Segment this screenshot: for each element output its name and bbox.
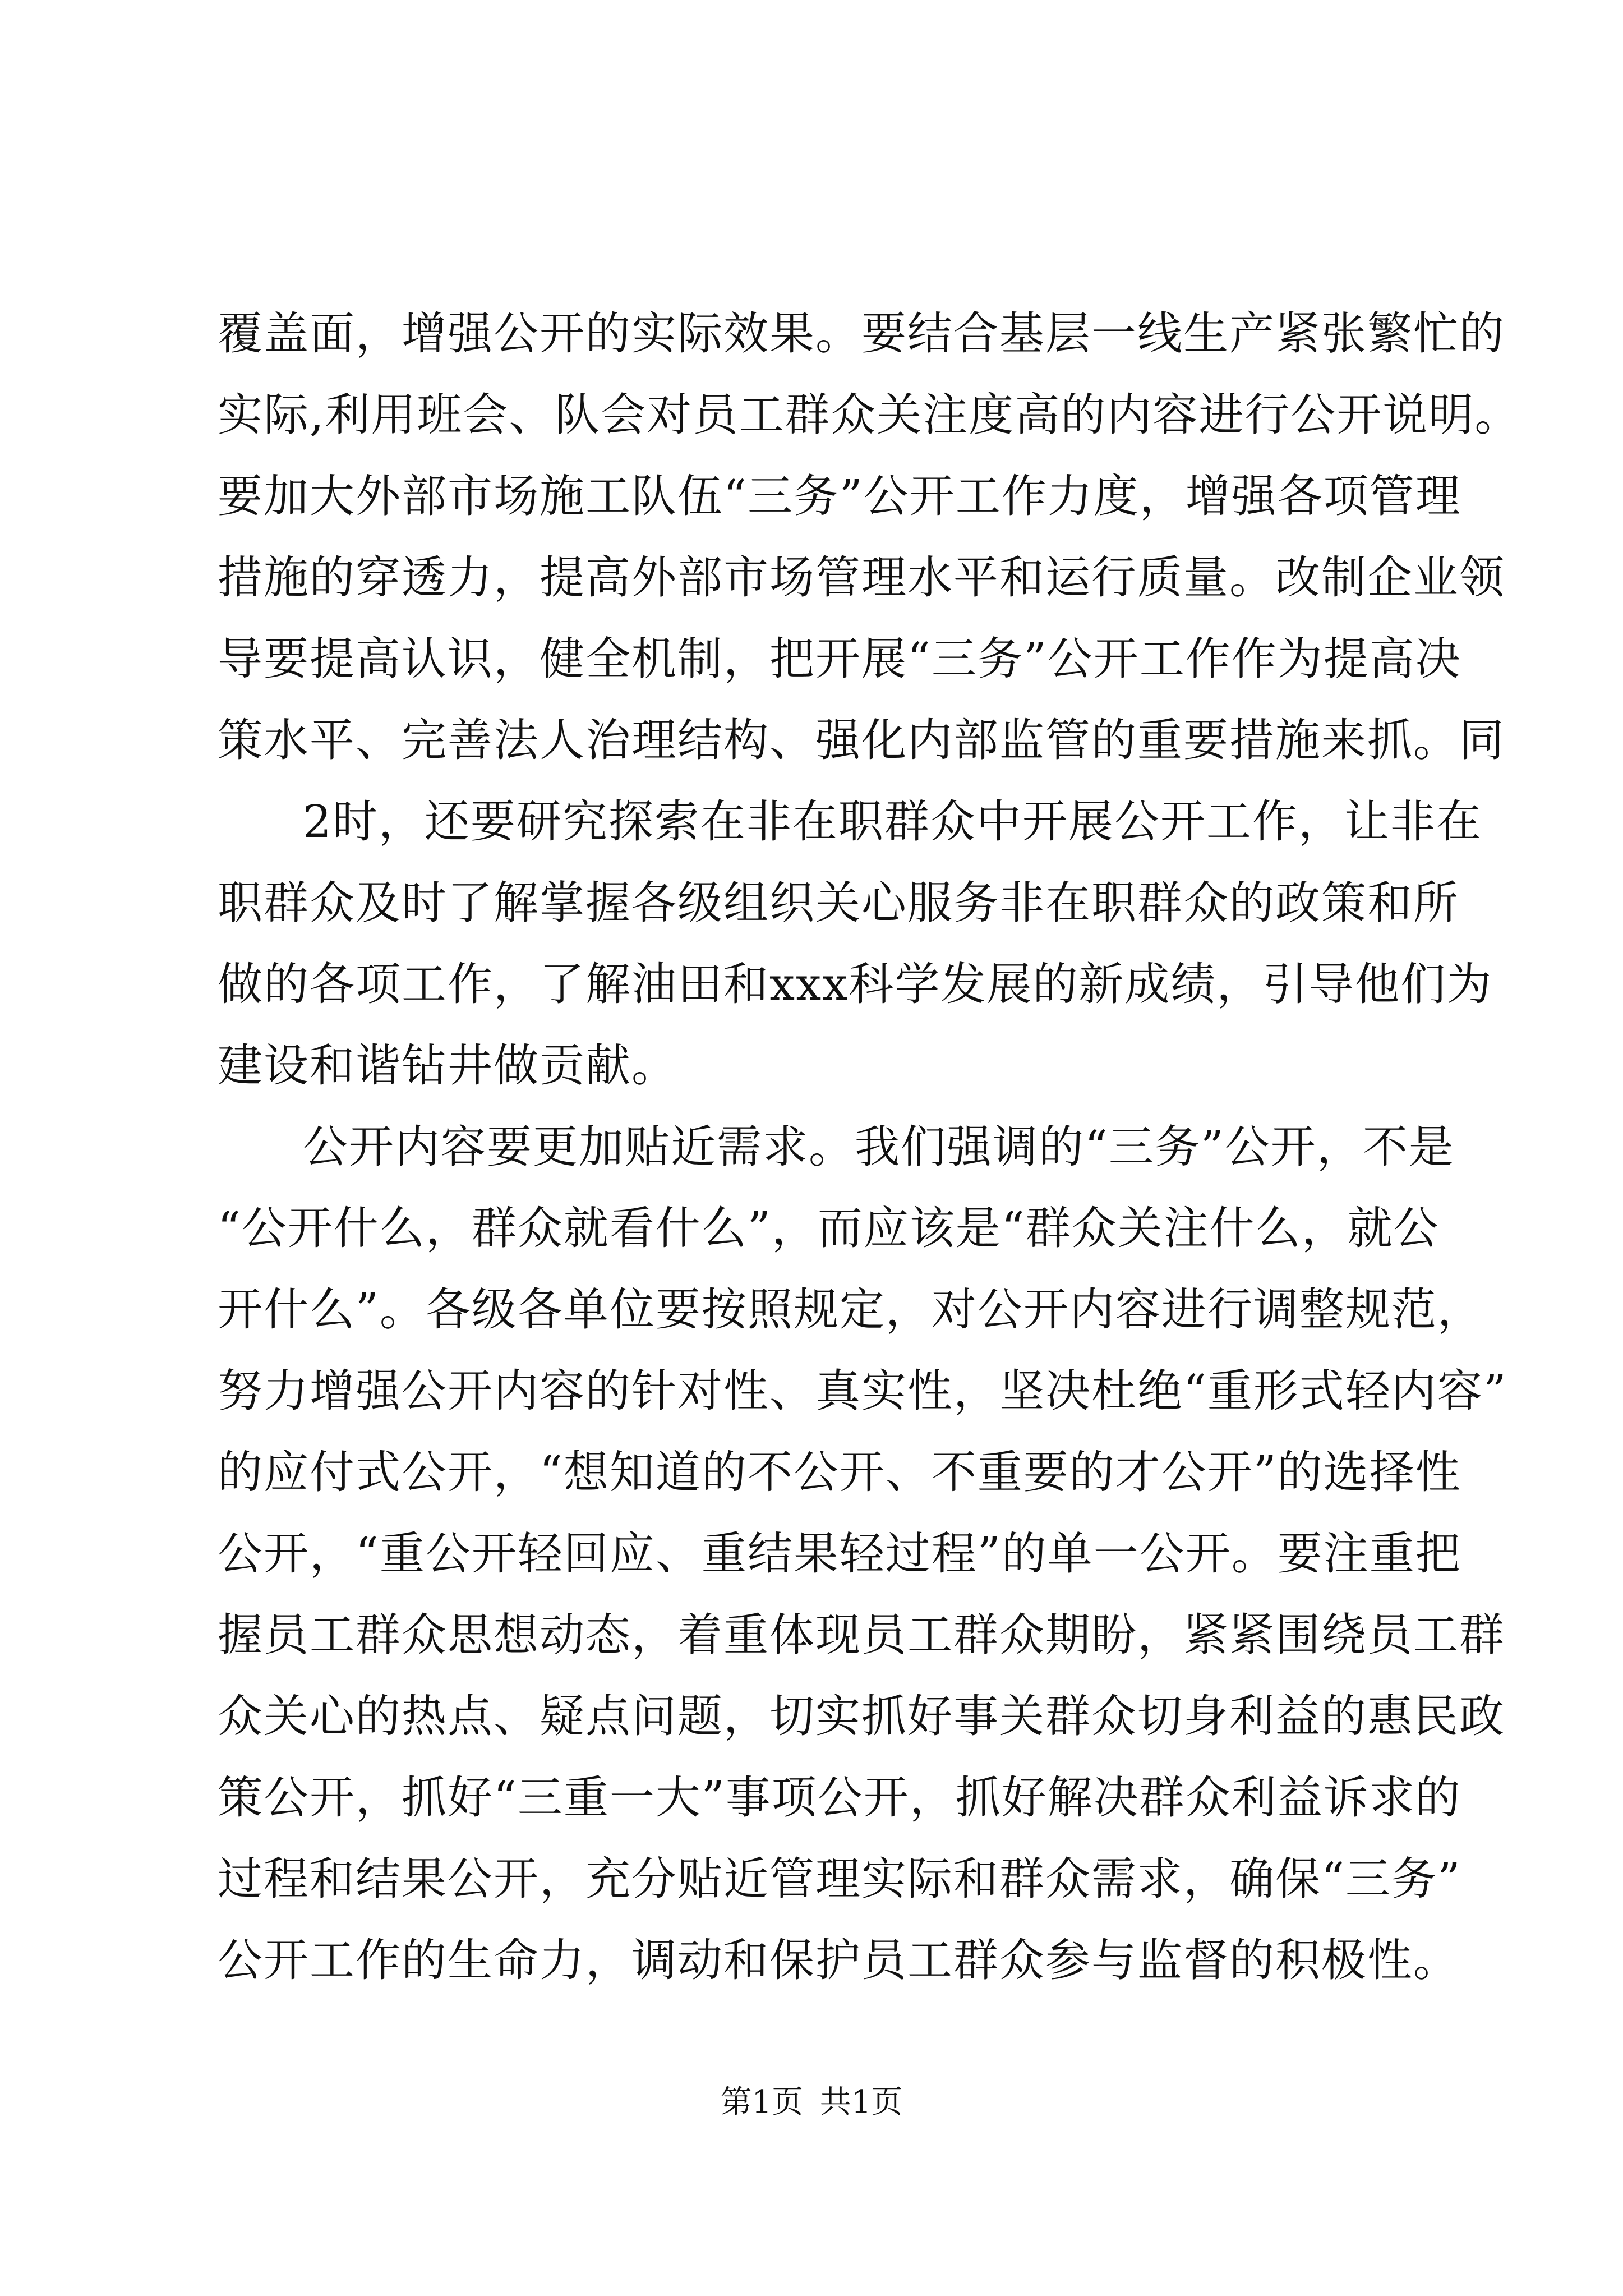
text-line-12: “公开什么，群众就看什么”，而应该是“群众关注什么，就公: [218, 1202, 1440, 1254]
text-line-3: 要加大外部市场施工队伍“三务”公开工作力度，增强各项管理: [218, 470, 1461, 522]
text-line-6: 策水平、完善法人治理结构、强化内部监管的重要措施来抓。同: [218, 714, 1505, 766]
text-line-1: 覆盖面，增强公开的实际效果。要结合基层一线生产紧张繁忙的: [218, 307, 1505, 360]
text-line-20: 过程和结果公开，充分贴近管理实际和群众需求，确保“三务”: [218, 1853, 1461, 1905]
page-number: 第1页: [720, 2084, 804, 2120]
text-line-5: 导要提高认识，健全机制，把开展“三务”公开工作作为提高决: [218, 633, 1461, 685]
text-line-9: 做的各项工作，了解油田和xxx科学发展的新成绩，引导他们为: [218, 958, 1493, 1010]
text-line-10: 建设和谐钻井做贡献。: [218, 1039, 677, 1092]
text-line-2: 实际,利用班会、队会对员工群众关注度高的内容进行公开说明。: [218, 389, 1521, 441]
text-line-13: 开什么”。各级各单位要按照规定，对公开内容进行调整规范，: [218, 1283, 1483, 1336]
text-line-11: 公开内容要更加贴近需求。我们强调的“三务”公开，不是: [303, 1121, 1455, 1173]
text-line-16: 公开，“重公开轻回应、重结果轻过程”的单一公开。要注重把: [218, 1527, 1461, 1580]
text-line-21: 公开工作的生命力，调动和保护员工群众参与监督的积极性。: [218, 1934, 1459, 1986]
text-line-7: 2时，还要研究探索在非在职群众中开展公开工作，让非在: [303, 795, 1482, 848]
text-line-14: 努力增强公开内容的针对性、真实性，坚决杜绝“重形式轻内容”: [218, 1365, 1507, 1417]
text-line-19: 策公开，抓好“三重一大”事项公开，抓好解决群众利益诉求的: [218, 1772, 1461, 1824]
text-line-18: 众关心的热点、疑点问题，切实抓好事关群众切身利益的惠民政: [218, 1690, 1505, 1742]
text-line-15: 的应付式公开，“想知道的不公开、不重要的才公开”的选择性: [218, 1446, 1461, 1498]
text-line-8: 职群众及时了解掌握各级组织关心服务非在职群众的政策和所: [218, 877, 1459, 929]
page-footer: [0, 2080, 1623, 2125]
text-line-4: 措施的穿透力，提高外部市场管理水平和运行质量。改制企业领: [218, 551, 1505, 604]
page-total: 共1页: [819, 2084, 903, 2120]
text-line-17: 握员工群众思想动态，着重体现员工群众期盼，紧紧围绕员工群: [218, 1609, 1505, 1661]
